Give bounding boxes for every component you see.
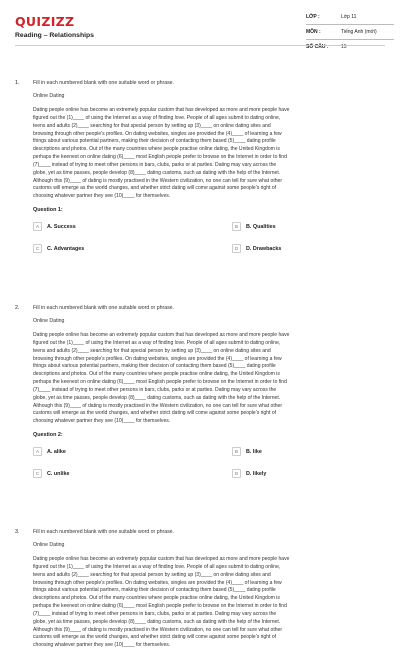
- option-d[interactable]: [232, 469, 266, 478]
- passage-title: Online Dating: [33, 318, 65, 324]
- option-c[interactable]: [33, 244, 84, 253]
- option-text: D. likely: [246, 470, 267, 477]
- document-title: Reading – Relationships: [15, 32, 94, 39]
- question-number: 3.: [15, 529, 20, 535]
- passage-line: browsing through other people's profiles. On dating websites, singles are provided the (4)____ of learning a few: [33, 579, 282, 586]
- passage-line: globe, yet as time passes, people develop (8)____ dating customs, such as dating with the help of the Internet.: [33, 394, 281, 401]
- passage-line: Dating people online has become an extremely popular custom that has developed as more and more people have: [33, 332, 290, 338]
- meta-value: Lớp 11: [341, 14, 357, 20]
- option-a[interactable]: [33, 222, 76, 231]
- option-text: A. alike: [47, 448, 66, 455]
- passage-line: (7)____ instead of trying to meet other persons in bars, clubs, parks or at parties. Dating may vary across the: [33, 161, 277, 168]
- passage-line: descriptions and photos. Out of the many countries where people practise online dating, the United Kingdom is: [33, 146, 280, 153]
- question-instruction: Fill in each numbered blank with one suitable word or phrase.: [33, 305, 175, 311]
- option-text: B. like: [246, 448, 262, 455]
- passage-line: figured out the (1)____ of using the Internet as a way of finding love. People of all ages submit to dating online,: [33, 563, 281, 570]
- meta-value: 15: [341, 44, 347, 50]
- question-instruction: Fill in each numbered blank with one suitable word or phrase.: [33, 529, 175, 535]
- option-text: B. Qualities: [246, 223, 276, 230]
- meta-row-subject: [306, 29, 391, 44]
- document-meta: [306, 14, 391, 59]
- passage-line: teens and adults (2)____ searching for that special person by setting up (3)____ on online dating sites and: [33, 571, 271, 578]
- option-text: C. Advantages: [47, 245, 85, 252]
- passage-line: globe, yet as time passes, people develop (8)____ dating customs, such as dating with the help of the Internet.: [33, 618, 281, 625]
- passage-line: customs will emerge as the world changes, and whether strict dating will come against some people's right of: [33, 410, 277, 417]
- passage-line: Dating people online has become an extremely popular custom that has developed as more and more people have: [33, 556, 290, 562]
- option-letter: D: [232, 469, 241, 478]
- passage-line: perhaps the keenest on online dating (6)____ most English people prefer to browse on the Internet in order to find: [33, 154, 287, 161]
- passage-line: choosing whatever partner they see (10)____ for themselves.: [33, 418, 171, 425]
- option-letter: A: [33, 222, 42, 231]
- meta-key: MÔN :: [306, 29, 321, 35]
- answer-options: [33, 222, 385, 277]
- option-b[interactable]: [232, 447, 262, 456]
- quizizz-logo: QUIZIZZ: [15, 14, 75, 29]
- passage-line: Although this (9)____ of dating is mostly practised in the Western civilization, no one can tell for sure what other: [33, 626, 283, 633]
- passage-line: customs will emerge as the world changes, and whether strict dating will come against some people's right of: [33, 634, 277, 641]
- passage-line: Although this (9)____ of dating is mostly practised in the Western civilization, no one can tell for sure what other: [33, 402, 283, 409]
- passage-line: perhaps the keenest on online dating (6)____ most English people prefer to browse on the Internet in order to find: [33, 379, 287, 386]
- passage-line: figured out the (1)____ of using the Internet as a way of finding love. People of all ages submit to dating online,: [33, 114, 281, 121]
- passage-line: figured out the (1)____ of using the Internet as a way of finding love. People of all ages submit to dating online,: [33, 339, 281, 346]
- passage-line: choosing whatever partner they see (10)____ for themselves.: [33, 193, 171, 200]
- option-letter: C: [33, 244, 42, 253]
- passage-line: (7)____ instead of trying to meet other persons in bars, clubs, parks or at parties. Dating may vary across the: [33, 386, 277, 393]
- meta-divider: [306, 24, 394, 25]
- passage-line: choosing whatever partner they see (10)____ for themselves.: [33, 642, 171, 649]
- option-text: A. Success: [47, 223, 76, 230]
- passage-line: teens and adults (2)____ searching for that special person by setting up (3)____ on online dating sites and: [33, 347, 271, 354]
- passage-line: browsing through other people's profiles. On dating websites, singles are provided the (4)____ of learning a few: [33, 355, 282, 362]
- meta-divider: [306, 39, 394, 40]
- question-instruction: Fill in each numbered blank with one suitable word or phrase.: [33, 80, 175, 86]
- question-number: 2.: [15, 305, 20, 311]
- meta-row-class: [306, 14, 391, 29]
- passage-line: things about various potential partners, making their decision of contacting them based (5)____ dating profile: [33, 138, 276, 145]
- passage-line: globe, yet as time passes, people develop (8)____ dating customs, such as dating with the help of the Internet.: [33, 169, 281, 176]
- header-divider: [15, 45, 385, 46]
- option-text: C. unlike: [47, 470, 70, 477]
- option-d[interactable]: [232, 244, 281, 253]
- meta-key: LỚP :: [306, 14, 320, 20]
- passage-line: things about various potential partners, making their decision of contacting them based (5)____ dating profile: [33, 363, 276, 370]
- option-letter: C: [33, 469, 42, 478]
- option-letter: B: [232, 447, 241, 456]
- option-c[interactable]: [33, 469, 69, 478]
- option-letter: D: [232, 244, 241, 253]
- passage-line: Although this (9)____ of dating is mostly practised in the Western civilization, no one can tell for sure what other: [33, 177, 283, 184]
- reading-passage: [33, 107, 385, 201]
- reading-passage: [33, 332, 385, 426]
- option-b[interactable]: [232, 222, 276, 231]
- answer-options: [33, 447, 385, 502]
- meta-value: Tiếng Anh (mới): [341, 29, 377, 35]
- meta-row-count: [306, 44, 391, 59]
- passage-title: Online Dating: [33, 93, 65, 99]
- passage-line: things about various potential partners, making their decision of contacting them based (5)____ dating profile: [33, 587, 276, 594]
- passage-line: browsing through other people's profiles. On dating websites, singles are provided the (4)____ of learning a few: [33, 130, 282, 137]
- meta-key: SỐ CÂU :: [306, 44, 329, 50]
- passage-line: Dating people online has become an extremely popular custom that has developed as more and more people have: [33, 107, 290, 113]
- passage-title: Online Dating: [33, 542, 65, 548]
- question-label: Question 1:: [33, 207, 63, 214]
- reading-passage: [33, 556, 385, 650]
- option-letter: A: [33, 447, 42, 456]
- passage-line: descriptions and photos. Out of the many countries where people practise online dating, the United Kingdom is: [33, 595, 280, 602]
- option-a[interactable]: [33, 447, 66, 456]
- passage-line: descriptions and photos. Out of the many countries where people practise online dating, the United Kingdom is: [33, 371, 280, 378]
- option-letter: B: [232, 222, 241, 231]
- question-number: 1.: [15, 80, 20, 86]
- option-text: D. Drawbacks: [246, 245, 282, 252]
- passage-line: perhaps the keenest on online dating (6)____ most English people prefer to browse on the Internet in order to find: [33, 603, 287, 610]
- passage-line: teens and adults (2)____ searching for that special person by setting up (3)____ on online dating sites and: [33, 122, 271, 129]
- passage-line: (7)____ instead of trying to meet other persons in bars, clubs, parks or at parties. Dating may vary across the: [33, 610, 277, 617]
- question-label: Question 2:: [33, 432, 63, 439]
- passage-line: customs will emerge as the world changes, and whether strict dating will come against some people's right of: [33, 185, 277, 192]
